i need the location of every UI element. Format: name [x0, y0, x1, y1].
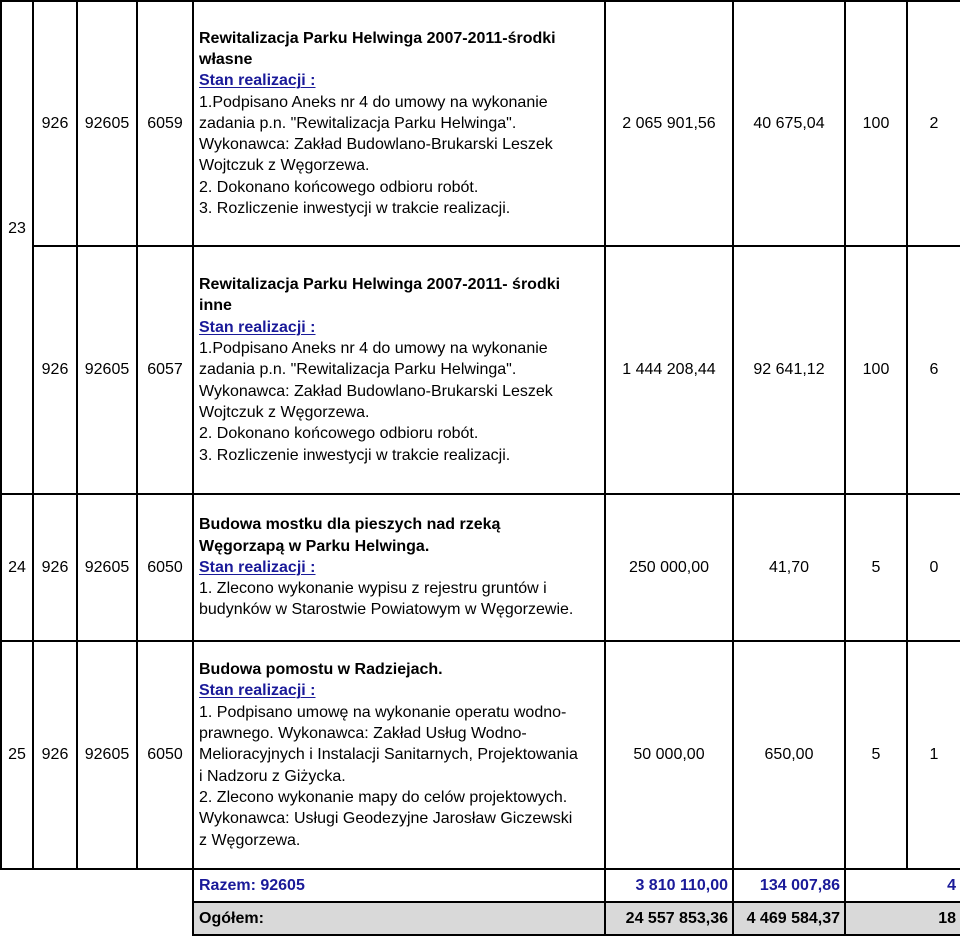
dzial-cell: 926: [33, 246, 77, 494]
dzial-cell: 926: [33, 494, 77, 641]
task-title: własne: [199, 50, 253, 68]
detail-line: zadania p.n. "Rewitalizacja Parku Helwinga".: [199, 361, 517, 379]
detail-line: 2. Zlecono wykonanie mapy do celów projektowych.: [199, 788, 568, 806]
detail-line: Wojtczuk z Węgorzewa.: [199, 403, 370, 421]
rozdzial-cell: 92605: [77, 494, 137, 641]
paragraf-cell: 6059: [137, 1, 193, 246]
paragraf-cell: 6057: [137, 246, 193, 494]
description-cell: [193, 494, 605, 641]
paragraf-cell: 6050: [137, 641, 193, 869]
lp-cell: 24: [1, 494, 33, 641]
description-cell: [193, 641, 605, 869]
empty-cell: [1, 869, 193, 902]
detail-line: Wykonawca: Zakład Budowlano-Brukarski Leszek: [199, 382, 553, 400]
status-label: Stan realizacji :: [199, 682, 316, 700]
detail-line: z Węgorzewa.: [199, 831, 301, 849]
table-row: [1, 1, 960, 246]
razem-label: Razem: 92605: [193, 869, 605, 902]
razem-row: [1, 869, 960, 902]
plan-cell: 2 065 901,56: [605, 1, 733, 246]
detail-line: 1.Podpisano Aneks nr 4 do umowy na wykonanie: [199, 340, 548, 358]
detail-line: 3. Rozliczenie inwestycji w trakcie realizacji.: [199, 446, 511, 464]
detail-line: 1.Podpisano Aneks nr 4 do umowy na wykonanie: [199, 93, 548, 111]
status-label: Stan realizacji :: [199, 72, 316, 90]
lp-cell: 25: [1, 641, 33, 869]
dzial-cell: 926: [33, 641, 77, 869]
pct-cell: 5: [845, 494, 907, 641]
lp-cell-continued: [1, 246, 33, 494]
table-row: [1, 246, 960, 494]
task-title: Węgorzapą w Parku Helwinga.: [199, 537, 430, 555]
detail-line: Melioracyjnych i Instalacji Sanitarnych, Projektowania: [199, 746, 578, 764]
table-row: [1, 641, 960, 869]
detail-line: prawnego. Wykonawca: Zakład Usług Wodno-: [199, 725, 527, 743]
pct-cell: 100: [845, 246, 907, 494]
pct-cell: 5: [845, 641, 907, 869]
task-title: inne: [199, 297, 232, 315]
plan-cell: 1 444 208,44: [605, 246, 733, 494]
pct-cell: 100: [845, 1, 907, 246]
paragraf-cell: 6050: [137, 494, 193, 641]
task-title: Rewitalizacja Parku Helwinga 2007-2011- środki: [199, 276, 561, 294]
detail-line: Wojtczuk z Węgorzewa.: [199, 157, 370, 175]
empty-cell: [1, 902, 193, 935]
wykonanie-cell: 41,70: [733, 494, 845, 641]
description-cell: [193, 1, 605, 246]
pct-cell: 2: [907, 1, 960, 246]
rozdzial-cell: 92605: [77, 246, 137, 494]
detail-line: 2. Dokonano końcowego odbioru robót.: [199, 425, 479, 443]
ogolem-label: Ogółem:: [193, 902, 605, 935]
detail-line: 1. Podpisano umowę na wykonanie operatu wodno-: [199, 703, 567, 721]
description-cell: [193, 246, 605, 494]
razem-plan: 3 810 110,00: [605, 869, 733, 902]
pct-cell: 6: [907, 246, 960, 494]
pct-cell: 0: [907, 494, 960, 641]
detail-line: 2. Dokonano końcowego odbioru robót.: [199, 178, 479, 196]
pct-cell: 1: [907, 641, 960, 869]
ogolem-wykonanie: 4 469 584,37: [733, 902, 845, 935]
wykonanie-cell: 650,00: [733, 641, 845, 869]
detail-line: 3. Rozliczenie inwestycji w trakcie realizacji.: [199, 200, 511, 218]
detail-line: zadania p.n. "Rewitalizacja Parku Helwinga".: [199, 114, 517, 132]
wykonanie-cell: 40 675,04: [733, 1, 845, 246]
ogolem-pct: 18: [845, 902, 960, 935]
task-title: Rewitalizacja Parku Helwinga 2007-2011-środki: [199, 29, 556, 47]
plan-cell: 250 000,00: [605, 494, 733, 641]
ogolem-plan: 24 557 853,36: [605, 902, 733, 935]
ogolem-row: [1, 902, 960, 935]
detail-line: i Nadzoru z Giżycka.: [199, 767, 346, 785]
rozdzial-cell: 92605: [77, 641, 137, 869]
rozdzial-cell: 92605: [77, 1, 137, 246]
detail-line: Wykonawca: Usługi Geodezyjne Jarosław Giczewski: [199, 810, 573, 828]
status-label: Stan realizacji :: [199, 558, 316, 576]
plan-cell: 50 000,00: [605, 641, 733, 869]
task-title: Budowa pomostu w Radziejach.: [199, 661, 443, 679]
task-title: Budowa mostku dla pieszych nad rzeką: [199, 516, 501, 534]
razem-pct: 4: [845, 869, 960, 902]
detail-line: budynków w Starostwie Powiatowym w Węgorzewie.: [199, 601, 574, 619]
table-row: [1, 494, 960, 641]
dzial-cell: 926: [33, 1, 77, 246]
detail-line: Wykonawca: Zakład Budowlano-Brukarski Leszek: [199, 136, 553, 154]
detail-line: 1. Zlecono wykonanie wypisu z rejestru gruntów i: [199, 580, 547, 598]
lp-cell: 23: [1, 1, 33, 246]
razem-wykonanie: 134 007,86: [733, 869, 845, 902]
wykonanie-cell: 92 641,12: [733, 246, 845, 494]
status-label: Stan realizacji :: [199, 318, 316, 336]
